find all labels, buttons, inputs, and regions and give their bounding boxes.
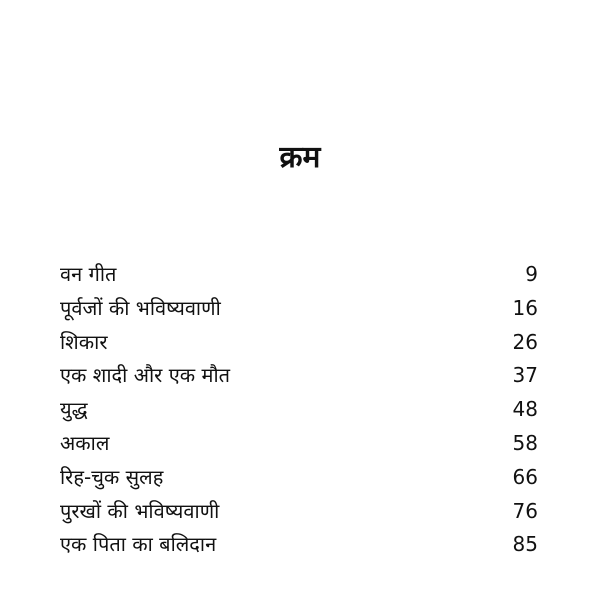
toc-entry-title: एक शादी और एक मौत bbox=[60, 363, 231, 388]
toc-entry bbox=[60, 326, 538, 360]
toc-entry-page: 66 bbox=[512, 464, 538, 489]
toc-entry-page: 58 bbox=[512, 430, 538, 455]
toc-entry-page: 9 bbox=[525, 262, 538, 286]
toc-entry-title: पूर्वजों की भविष्यवाणी bbox=[60, 295, 221, 320]
toc-entry bbox=[60, 427, 538, 461]
toc-entry bbox=[60, 495, 538, 529]
toc-entry-page: 85 bbox=[512, 532, 538, 557]
toc-entry-page: 37 bbox=[512, 363, 538, 388]
toc-entry-page: 76 bbox=[512, 498, 538, 523]
toc-entry-page: 26 bbox=[512, 329, 538, 354]
toc-entry bbox=[60, 258, 538, 292]
toc-entry-page: 48 bbox=[512, 397, 538, 422]
toc-entry bbox=[60, 359, 538, 393]
toc-entry bbox=[60, 292, 538, 326]
toc-entry-page: 16 bbox=[512, 295, 538, 320]
toc-entry-title: युद्ध bbox=[60, 397, 88, 422]
table-of-contents bbox=[60, 258, 538, 562]
toc-entry-title: रिह-चुक सुलह bbox=[60, 464, 164, 489]
toc-entry bbox=[60, 393, 538, 427]
toc-entry-title: वन गीत bbox=[60, 262, 117, 286]
toc-entry bbox=[60, 461, 538, 495]
toc-entry-title: एक पिता का बलिदान bbox=[60, 532, 217, 557]
toc-entry bbox=[60, 528, 538, 562]
toc-entry-title: शिकार bbox=[60, 329, 108, 354]
toc-entry-title: अकाल bbox=[60, 430, 110, 455]
toc-entry-title: पुरखों की भविष्यवाणी bbox=[60, 498, 220, 523]
contents-heading: क्रम bbox=[279, 140, 321, 175]
